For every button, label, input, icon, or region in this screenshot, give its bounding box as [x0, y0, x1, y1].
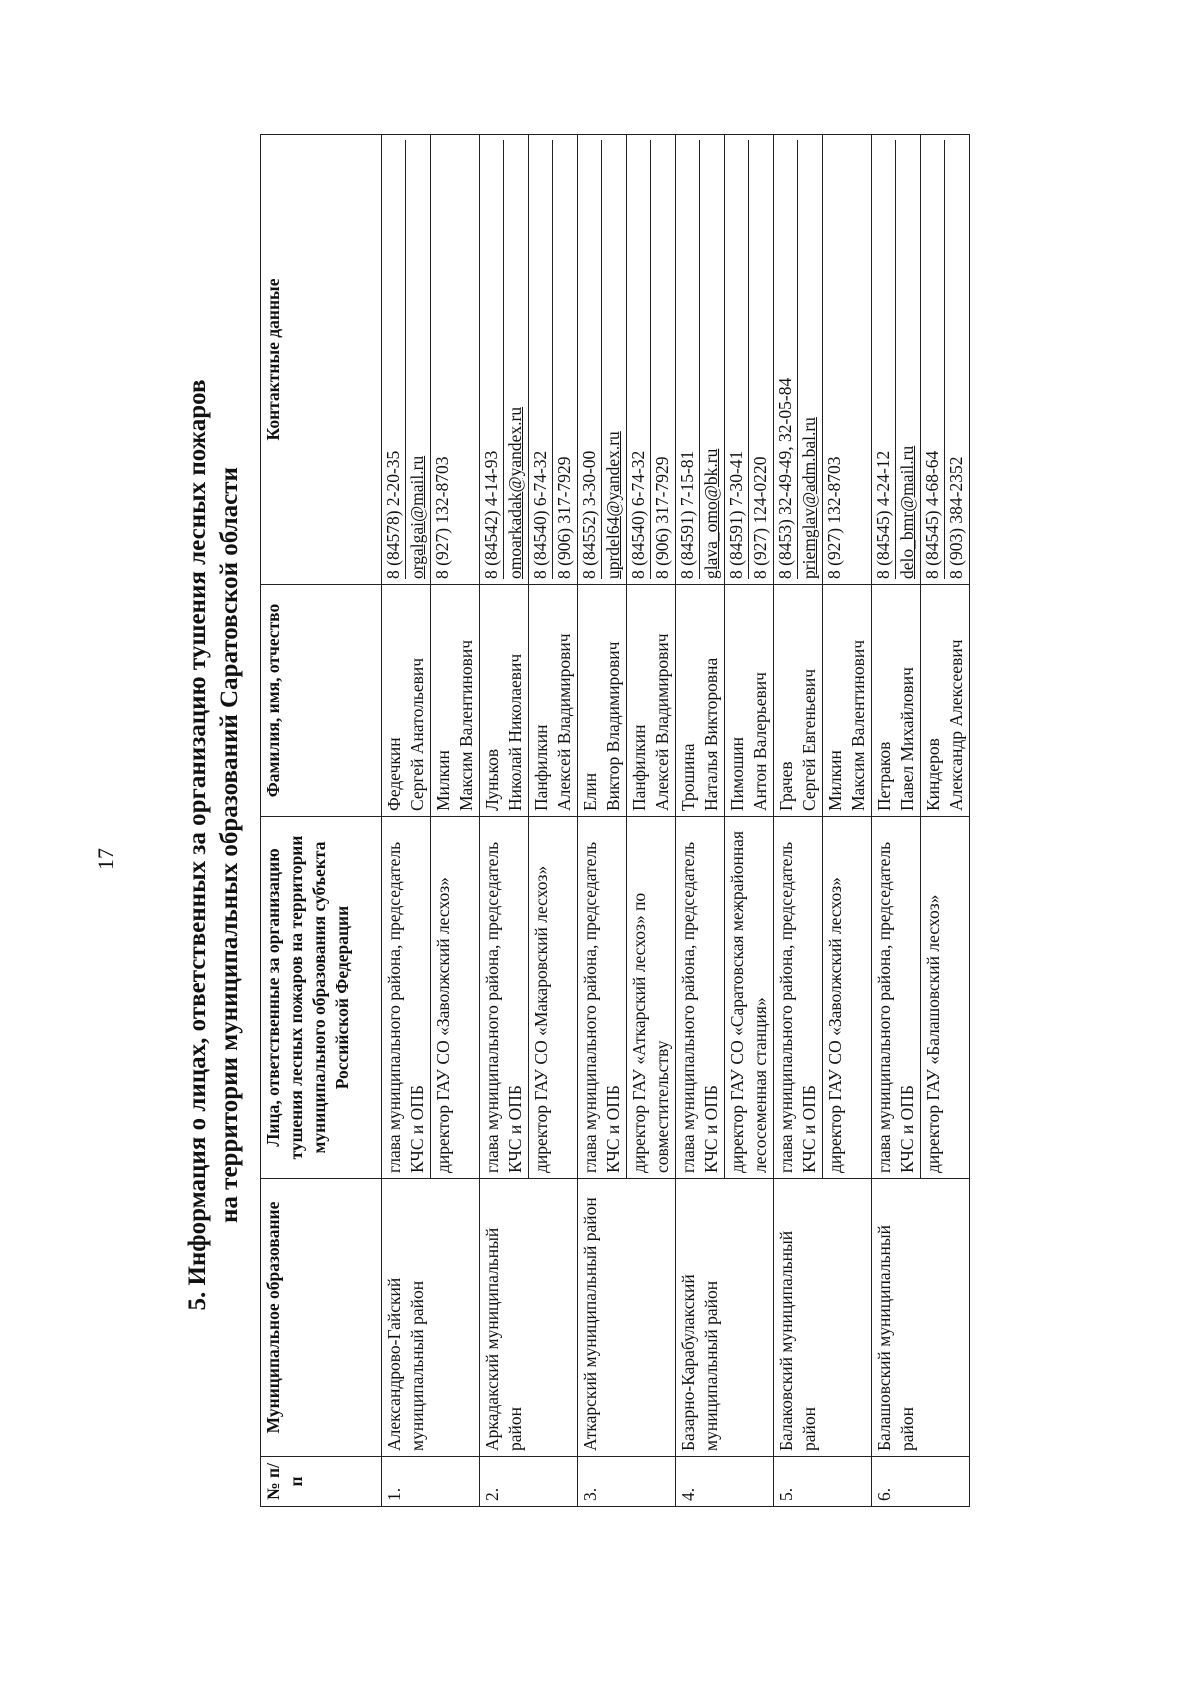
contacts-cell	[627, 135, 676, 585]
position-cell: директор ГАУ СО «Саратовская межрайонная лесосеменная станция»	[725, 817, 774, 1179]
person-name-cell	[627, 585, 676, 817]
phone-number: 8 (84542) 4-14-93	[481, 450, 501, 579]
person-name-cell	[382, 585, 431, 817]
municipality-cell: Базарно-Карабулакский муниципальный район	[676, 1179, 774, 1457]
page-number: 17	[93, 848, 118, 870]
header-name: Фамилия, имя, отчество	[261, 585, 382, 817]
person-surname: Милкин	[825, 750, 845, 811]
person-given-names: Максим Валентинович	[848, 640, 868, 811]
phone-number: 8 (927) 132-8703	[432, 456, 452, 579]
phone-number: 8 (927) 132-8703	[824, 456, 844, 579]
document-title	[180, 115, 254, 1575]
person-surname: Грачев	[776, 761, 796, 811]
contacts-cell	[676, 135, 725, 585]
person-given-names: Николай Николаевич	[505, 653, 525, 811]
person-name-cell	[872, 585, 921, 817]
position-cell: глава муниципального района, председатель КЧС и ОПБ	[578, 817, 627, 1179]
contacts-cell	[578, 135, 627, 585]
person-given-names: Сергей Анатольевич	[407, 657, 427, 811]
email-link[interactable]: glava_omo@bk.ru	[699, 140, 723, 579]
phone-number: 8 (84591) 7-30-41	[726, 450, 746, 579]
email-link[interactable]: uprdel64@yandex.ru	[601, 140, 625, 579]
position-cell: директор ГАУ СО «Макаровский лесхоз»	[529, 817, 578, 1179]
row-number: 3.	[578, 1457, 676, 1507]
row-number: 4.	[676, 1457, 774, 1507]
municipality-cell: Балашовский муниципальный район	[872, 1179, 970, 1457]
person-name-cell	[529, 585, 578, 817]
person-surname: Панфилкин	[531, 724, 551, 811]
header-municipality: Муниципальное образование	[261, 1179, 382, 1457]
table-body	[382, 135, 970, 1507]
header-responsible: Лица, ответственные за организацию тушения лесных пожаров на территории муниципального образования субъекта Российской Федерации	[261, 817, 382, 1179]
position-cell: директор ГАУ «Аткарский лесхоз» по совместительству	[627, 817, 676, 1179]
person-name-cell	[431, 585, 480, 817]
phone-number: 8 (84591) 7-15-81	[677, 450, 697, 579]
person-given-names: Виктор Владимирович	[603, 641, 623, 811]
header-contacts: Контактные данные	[261, 135, 382, 585]
person-surname: Трошина	[678, 743, 698, 811]
person-name-cell	[578, 585, 627, 817]
person-name-cell	[480, 585, 529, 817]
table-row	[480, 135, 529, 1507]
table-row	[382, 135, 431, 1507]
row-number: 5.	[774, 1457, 872, 1507]
person-name-cell	[823, 585, 872, 817]
contacts-cell	[774, 135, 823, 585]
position-cell: глава муниципального района, председатель КЧС и ОПБ	[676, 817, 725, 1179]
position-cell: глава муниципального района, председатель КЧС и ОПБ	[872, 817, 921, 1179]
row-number: 2.	[480, 1457, 578, 1507]
person-surname: Федечкин	[384, 737, 404, 811]
person-surname: Елин	[580, 772, 600, 811]
phone-number: 8 (8453) 32-49-49, 32-05-84	[775, 377, 795, 579]
contacts-cell	[382, 135, 431, 585]
person-given-names: Антон Валерьевич	[750, 672, 770, 811]
contacts-cell	[480, 135, 529, 585]
contacts-cell	[921, 135, 970, 585]
person-name-cell	[725, 585, 774, 817]
row-number: 1.	[382, 1457, 480, 1507]
phone-number: 8 (84552) 3-30-00	[579, 450, 599, 579]
person-given-names: Наталья Викторовна	[701, 657, 721, 811]
phone-number: 8 (84578) 2-20-35	[383, 450, 403, 579]
position-cell: директор ГАУ СО «Заволжский лесхоз»	[823, 817, 872, 1179]
responsible-persons-table	[260, 134, 970, 1507]
table-row	[676, 135, 725, 1507]
person-given-names: Павел Михайлович	[897, 667, 917, 811]
position-cell: глава муниципального района, председатель КЧС и ОПБ	[774, 817, 823, 1179]
email-link[interactable]: delo_bmr@mail.ru	[895, 140, 919, 579]
person-surname: Киндеров	[923, 738, 943, 811]
rotated-page-content	[180, 115, 970, 1575]
person-surname: Милкин	[433, 750, 453, 811]
email-link[interactable]: priemglav@adm.bal.ru	[797, 140, 821, 579]
contacts-cell	[872, 135, 921, 585]
phone-number: 8 (84545) 4-24-12	[873, 450, 893, 579]
position-cell: директор ГАУ СО «Заволжский лесхоз»	[431, 817, 480, 1179]
municipality-cell: Балаковский муниципальный район	[774, 1179, 872, 1457]
person-given-names: Максим Валентинович	[456, 640, 476, 811]
email-link[interactable]: orgalgai@mail.ru	[405, 140, 429, 579]
municipality-cell: Аткарский муниципальный район	[578, 1179, 676, 1457]
person-name-cell	[774, 585, 823, 817]
table-row	[774, 135, 823, 1507]
person-given-names: Сергей Евгеньевич	[799, 668, 819, 811]
person-given-names: Александр Алексеевич	[946, 639, 966, 811]
person-name-cell	[921, 585, 970, 817]
header-num: № п/п	[261, 1457, 382, 1507]
person-surname: Петраков	[874, 741, 894, 811]
position-cell: глава муниципального района, председатель КЧС и ОПБ	[382, 817, 431, 1179]
position-cell: глава муниципального района, председатель КЧС и ОПБ	[480, 817, 529, 1179]
title-line-2: на территории муниципальных образований Саратовской области	[216, 467, 243, 1223]
contacts-cell	[431, 135, 480, 585]
person-name-cell	[676, 585, 725, 817]
phone-number: 8 (927) 124-0220	[748, 140, 772, 579]
person-given-names: Алексей Владимирович	[652, 633, 672, 811]
position-cell: директор ГАУ «Балашовский лесхоз»	[921, 817, 970, 1179]
person-surname: Панфилкин	[629, 724, 649, 811]
phone-number: 8 (84545) 4-68-64	[922, 450, 942, 579]
contacts-cell	[725, 135, 774, 585]
table-header-row	[261, 135, 382, 1507]
title-line-1: 5. Информация о лицах, ответственных за организацию тушения лесных пожаров	[184, 379, 211, 1311]
municipality-cell: Александрово-Гайский муниципальный район	[382, 1179, 480, 1457]
person-given-names: Алексей Владимирович	[554, 633, 574, 811]
phone-number: 8 (903) 384-2352	[944, 140, 968, 579]
phone-number: 8 (906) 317-7929	[650, 140, 674, 579]
person-surname: Пимошин	[727, 736, 747, 811]
contacts-cell	[823, 135, 872, 585]
phone-number: 8 (84540) 6-74-32	[628, 450, 648, 579]
table-row	[872, 135, 921, 1507]
contacts-cell	[529, 135, 578, 585]
phone-number: 8 (906) 317-7929	[552, 140, 576, 579]
person-surname: Луньков	[482, 748, 502, 811]
table-row	[578, 135, 627, 1507]
row-number: 6.	[872, 1457, 970, 1507]
municipality-cell: Аркадакский муниципальный район	[480, 1179, 578, 1457]
email-link[interactable]: omoarkadak@yandex.ru	[503, 140, 527, 579]
phone-number: 8 (84540) 6-74-32	[530, 450, 550, 579]
